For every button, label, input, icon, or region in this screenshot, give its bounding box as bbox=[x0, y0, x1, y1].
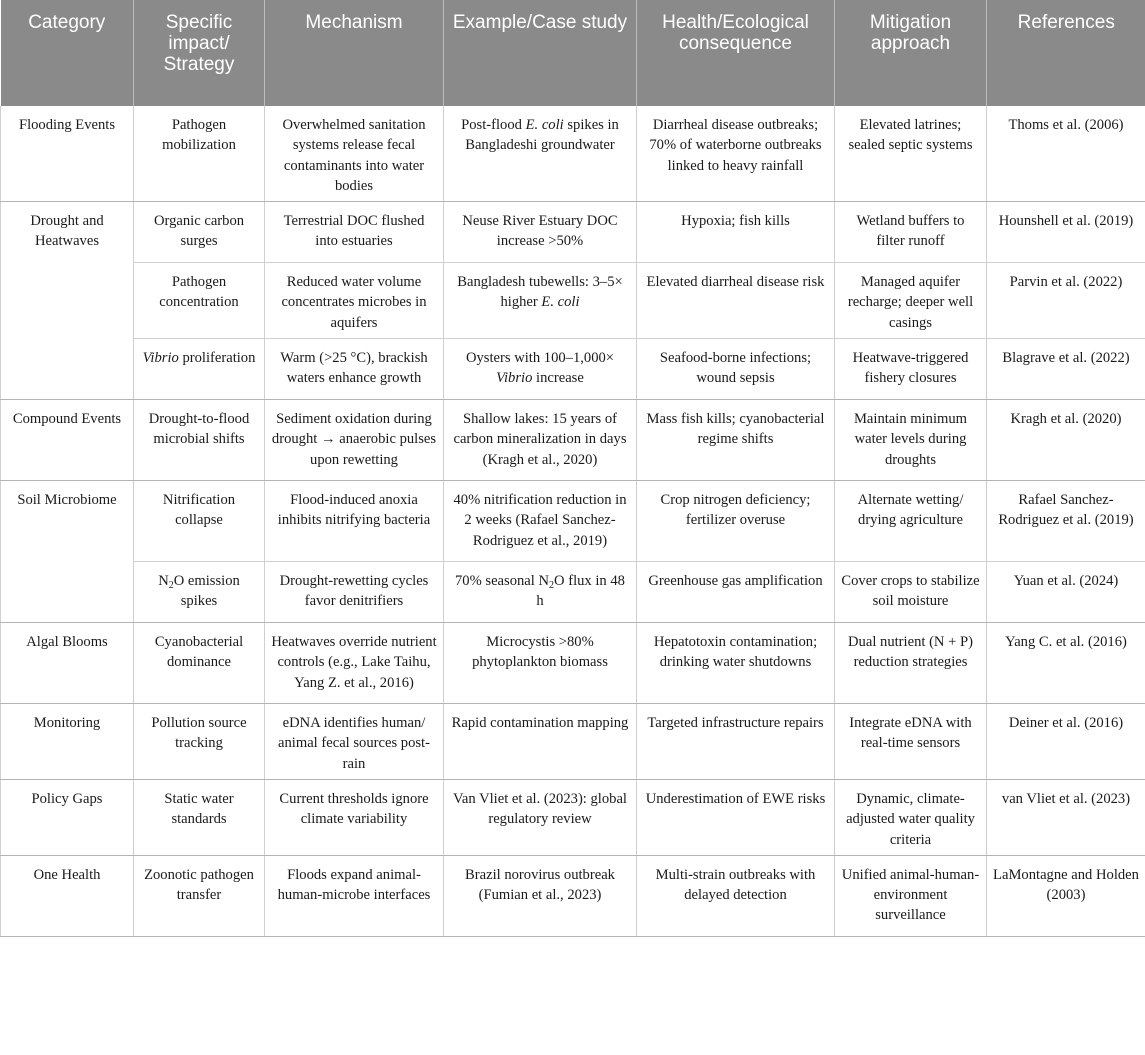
category-cell: Flooding Events bbox=[1, 106, 134, 202]
mechanism-cell: Heatwaves override nutrient controls (e.g., Lake Taihu, Yang Z. et al., 2016) bbox=[265, 623, 444, 704]
mitigation-cell: Dual nutrient (N + P) reduction strategies bbox=[835, 623, 987, 704]
mechanism-cell: Floods expand animal-human-microbe interfaces bbox=[265, 855, 444, 936]
impact-cell: Cyanobacterial dominance bbox=[134, 623, 265, 704]
mitigation-cell: Wetland buffers to filter runoff bbox=[835, 202, 987, 263]
example-cell: Microcystis >80% phytoplankton biomass bbox=[444, 623, 637, 704]
impact-cell: Static water standards bbox=[134, 779, 265, 855]
example-cell: Post-flood E. coli spikes in Bangladeshi groundwater bbox=[444, 106, 637, 202]
reference-cell: Thoms et al. (2006) bbox=[987, 106, 1145, 202]
consequence-cell: Hepatotoxin contamination; drinking water shutdowns bbox=[637, 623, 835, 704]
reference-cell: van Vliet et al. (2023) bbox=[987, 779, 1145, 855]
consequence-cell: Crop nitrogen deficiency; fertilizer overuse bbox=[637, 481, 835, 562]
column-header-references: References bbox=[987, 0, 1145, 106]
column-header-impact: Specific impact/ Strategy bbox=[134, 0, 265, 106]
table-row bbox=[1, 400, 1145, 481]
mitigation-cell: Elevated latrines; sealed septic systems bbox=[835, 106, 987, 202]
table-row bbox=[1, 623, 1145, 704]
consequence-cell: Underestimation of EWE risks bbox=[637, 779, 835, 855]
column-header-category: Category bbox=[1, 0, 134, 106]
example-cell: Neuse River Estuary DOC increase >50% bbox=[444, 202, 637, 263]
example-cell: Oysters with 100–1,000× Vibrio increase bbox=[444, 339, 637, 400]
example-cell: 70% seasonal $N_2O$ flux in 48 h bbox=[444, 562, 637, 623]
reference-cell: Rafael Sanchez-Rodriguez et al. (2019) bbox=[987, 481, 1145, 562]
mitigation-cell: Heatwave-triggered fishery closures bbox=[835, 339, 987, 400]
mechanism-cell: Reduced water volume concentrates microbes in aquifers bbox=[265, 263, 444, 339]
consequence-cell: Seafood-borne infections; wound sepsis bbox=[637, 339, 835, 400]
mitigation-cell: Maintain minimum water levels during droughts bbox=[835, 400, 987, 481]
consequence-cell: Hypoxia; fish kills bbox=[637, 202, 835, 263]
impact-cell: Nitrification collapse bbox=[134, 481, 265, 562]
table-header bbox=[1, 0, 1145, 106]
impact-cell: Pollution source tracking bbox=[134, 704, 265, 780]
category-cell: Algal Blooms bbox=[1, 623, 134, 704]
reference-cell: LaMontagne and Holden (2003) bbox=[987, 855, 1145, 936]
consequence-cell: Mass fish kills; cyanobacterial regime shifts bbox=[637, 400, 835, 481]
category-cell: Soil Microbiome bbox=[1, 481, 134, 623]
example-cell: Brazil norovirus outbreak (Fumian et al., 2023) bbox=[444, 855, 637, 936]
category-cell: Monitoring bbox=[1, 704, 134, 780]
mitigation-cell: Integrate eDNA with real-time sensors bbox=[835, 704, 987, 780]
mechanism-cell: Flood-induced anoxia inhibits nitrifying bacteria bbox=[265, 481, 444, 562]
column-header-example: Example/Case study bbox=[444, 0, 637, 106]
mechanism-cell: Terrestrial DOC flushed into estuaries bbox=[265, 202, 444, 263]
table-row bbox=[1, 202, 1145, 263]
consequence-cell: Greenhouse gas amplification bbox=[637, 562, 835, 623]
impact-cell: Pathogen mobilization bbox=[134, 106, 265, 202]
mechanism-cell: Sediment oxidation during drought → anaerobic pulses upon rewetting bbox=[265, 400, 444, 481]
table-body bbox=[1, 106, 1145, 936]
table-row bbox=[1, 106, 1145, 202]
example-cell: Bangladesh tubewells: 3–5× higher E. coli bbox=[444, 263, 637, 339]
impact-cell: Zoonotic pathogen transfer bbox=[134, 855, 265, 936]
example-cell: Rapid contamination mapping bbox=[444, 704, 637, 780]
mitigation-cell: Dynamic, climate-adjusted water quality criteria bbox=[835, 779, 987, 855]
column-header-mechanism: Mechanism bbox=[265, 0, 444, 106]
reference-cell: Yang C. et al. (2016) bbox=[987, 623, 1145, 704]
consequence-cell: Multi-strain outbreaks with delayed detection bbox=[637, 855, 835, 936]
table-row bbox=[1, 779, 1145, 855]
impact-cell: $N_2O$ emission spikes bbox=[134, 562, 265, 623]
consequence-cell: Elevated diarrheal disease risk bbox=[637, 263, 835, 339]
category-cell: One Health bbox=[1, 855, 134, 936]
category-cell: Drought and Heatwaves bbox=[1, 202, 134, 400]
reference-cell: Parvin et al. (2022) bbox=[987, 263, 1145, 339]
mitigation-cell: Unified animal-human-environment surveillance bbox=[835, 855, 987, 936]
category-cell: Policy Gaps bbox=[1, 779, 134, 855]
mitigation-cell: Alternate wetting/ drying agriculture bbox=[835, 481, 987, 562]
mechanism-cell: Current thresholds ignore climate variability bbox=[265, 779, 444, 855]
impact-cell: Drought-to-flood microbial shifts bbox=[134, 400, 265, 481]
impact-cell: Pathogen concentration bbox=[134, 263, 265, 339]
mechanism-cell: Warm (>25 °C), brackish waters enhance growth bbox=[265, 339, 444, 400]
mechanism-cell: Drought-rewetting cycles favor denitrifiers bbox=[265, 562, 444, 623]
impact-cell: Vibrio proliferation bbox=[134, 339, 265, 400]
mechanism-cell: eDNA identifies human/ animal fecal sources post-rain bbox=[265, 704, 444, 780]
table-row bbox=[1, 855, 1145, 936]
consequence-cell: Targeted infrastructure repairs bbox=[637, 704, 835, 780]
table-row bbox=[1, 339, 1145, 400]
mechanism-cell: Overwhelmed sanitation systems release fecal contaminants into water bodies bbox=[265, 106, 444, 202]
mitigation-cell: Cover crops to stabilize soil moisture bbox=[835, 562, 987, 623]
reference-cell: Blagrave et al. (2022) bbox=[987, 339, 1145, 400]
category-cell: Compound Events bbox=[1, 400, 134, 481]
example-cell: 40% nitrification reduction in 2 weeks (Rafael Sanchez-Rodriguez et al., 2019) bbox=[444, 481, 637, 562]
reference-cell: Kragh et al. (2020) bbox=[987, 400, 1145, 481]
column-header-mitigation: Mitigation approach bbox=[835, 0, 987, 106]
table-row bbox=[1, 481, 1145, 562]
table-row bbox=[1, 704, 1145, 780]
example-cell: Shallow lakes: 15 years of carbon mineralization in days (Kragh et al., 2020) bbox=[444, 400, 637, 481]
reference-cell: Yuan et al. (2024) bbox=[987, 562, 1145, 623]
column-header-consequence: Health/Ecological consequence bbox=[637, 0, 835, 106]
consequence-cell: Diarrheal disease outbreaks; 70% of waterborne outbreaks linked to heavy rainfall bbox=[637, 106, 835, 202]
reference-cell: Deiner et al. (2016) bbox=[987, 704, 1145, 780]
table-row bbox=[1, 562, 1145, 623]
mitigation-cell: Managed aquifer recharge; deeper well casings bbox=[835, 263, 987, 339]
reference-cell: Hounshell et al. (2019) bbox=[987, 202, 1145, 263]
table-row bbox=[1, 263, 1145, 339]
example-cell: Van Vliet et al. (2023): global regulatory review bbox=[444, 779, 637, 855]
impact-cell: Organic carbon surges bbox=[134, 202, 265, 263]
